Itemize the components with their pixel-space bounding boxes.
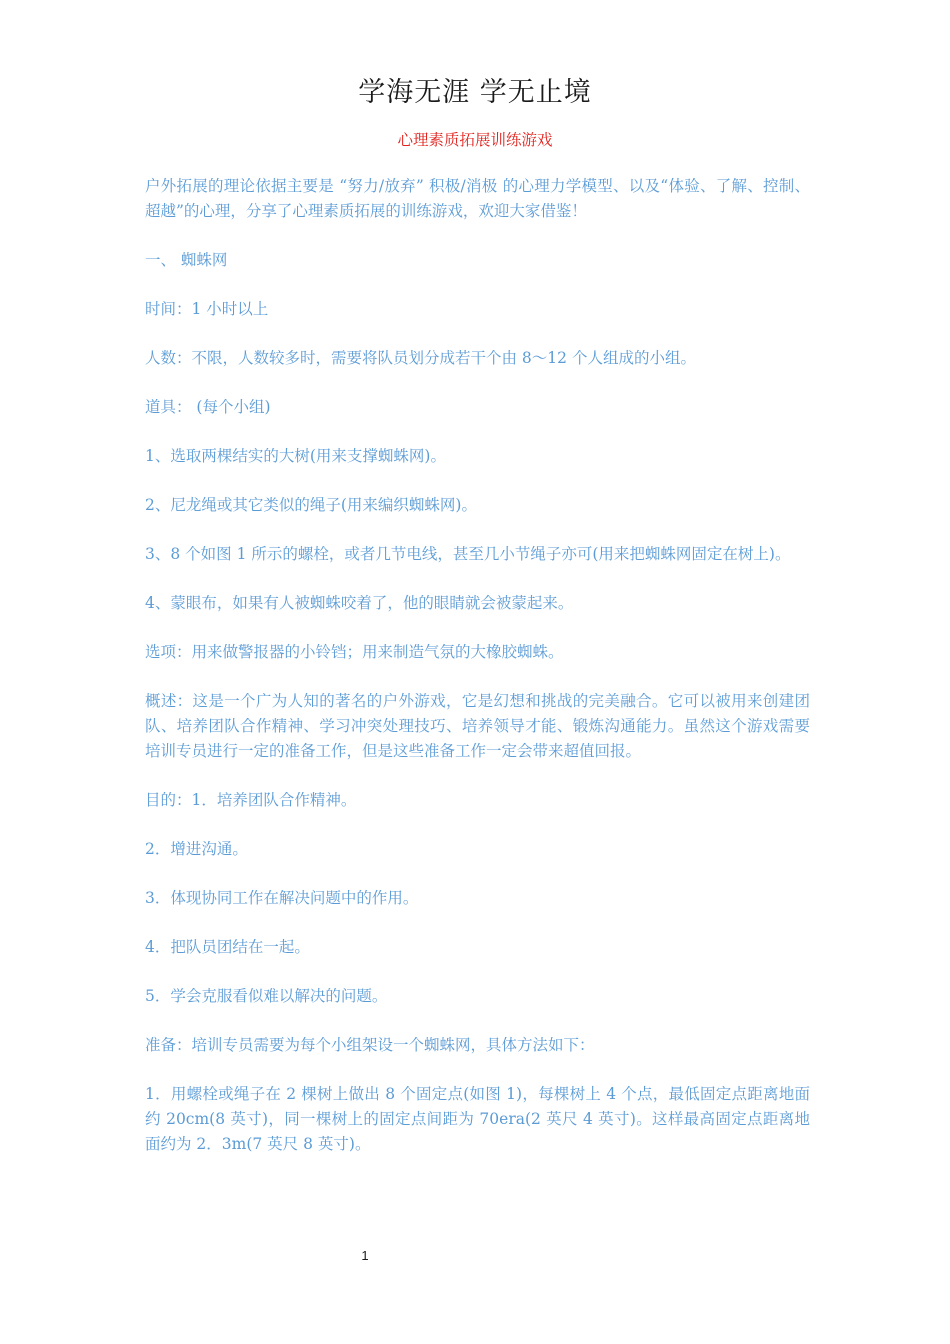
page-header-title: 学海无涯 学无止境 xyxy=(358,77,592,108)
paragraph: 选项：用来做警报器的小铃铛；用来制造气氛的大橡胶蜘蛛。 xyxy=(145,643,564,661)
list-item: 目的：1．培养团队合作精神。 xyxy=(145,791,357,809)
list-item: 2、尼龙绳或其它类似的绳子(用来编织蜘蛛网)。 xyxy=(145,496,477,514)
intro-paragraph: 户外拓展的理论依据主要是 “努力/放弃” 积极/消极 的心理力学模型、以及“体验、了解、控制、超越”的心理，分享了心理素质拓展的训练游戏，欢迎大家借鉴！ xyxy=(145,177,810,220)
paragraph: 概述：这是一个广为人知的著名的户外游戏，它是幻想和挑战的完美融合。它可以被用来创建团队、培养团队合作精神、学习冲突处理技巧、培养领导才能、锻炼沟通能力。虽然这个游戏需要培训专员进行一定的准备工作，但是这些准备工作一定会带来超值回报。 xyxy=(145,692,810,760)
paragraph: 道具： (每个小组) xyxy=(145,398,271,416)
list-item: 2．增进沟通。 xyxy=(145,840,248,858)
document-subtitle: 心理素质拓展训练游戏 xyxy=(397,131,553,149)
list-item: 4、蒙眼布，如果有人被蜘蛛咬着了，他的眼睛就会被蒙起来。 xyxy=(145,594,574,612)
list-item: 5．学会克服看似难以解决的问题。 xyxy=(145,987,388,1005)
paragraph: 时间：1 小时以上 xyxy=(145,300,269,318)
paragraph: 人数：不限，人数较多时，需要将队员划分成若干个由 8～12 个人组成的小组。 xyxy=(145,349,696,367)
list-item: 1．用螺栓或绳子在 2 棵树上做出 8 个固定点(如图 1)，每棵树上 4 个点，最低固定点距离地面约 20cm(8 英寸)，同一棵树上的固定点间距为 70era(2 英尺 4 英寸)。这样最高固定点距离地面约为 2．3m(7 英尺 8 英寸)。 xyxy=(145,1085,810,1153)
list-item: 3．体现协同工作在解决问题中的作用。 xyxy=(145,889,419,907)
page-number: 1 xyxy=(361,1248,369,1263)
paragraph: 准备：培训专员需要为每个小组架设一个蜘蛛网，具体方法如下： xyxy=(145,1036,595,1054)
document-body xyxy=(145,174,810,1181)
list-item: 4．把队员团结在一起。 xyxy=(145,938,310,956)
list-item: 1、选取两棵结实的大树(用来支撑蜘蛛网)。 xyxy=(145,447,446,465)
section-heading: 一、 蜘蛛网 xyxy=(145,251,228,269)
list-item: 3、8 个如图 1 所示的螺栓，或者几节电线，甚至几小节绳子亦可(用来把蜘蛛网固定在树上)。 xyxy=(145,545,791,563)
